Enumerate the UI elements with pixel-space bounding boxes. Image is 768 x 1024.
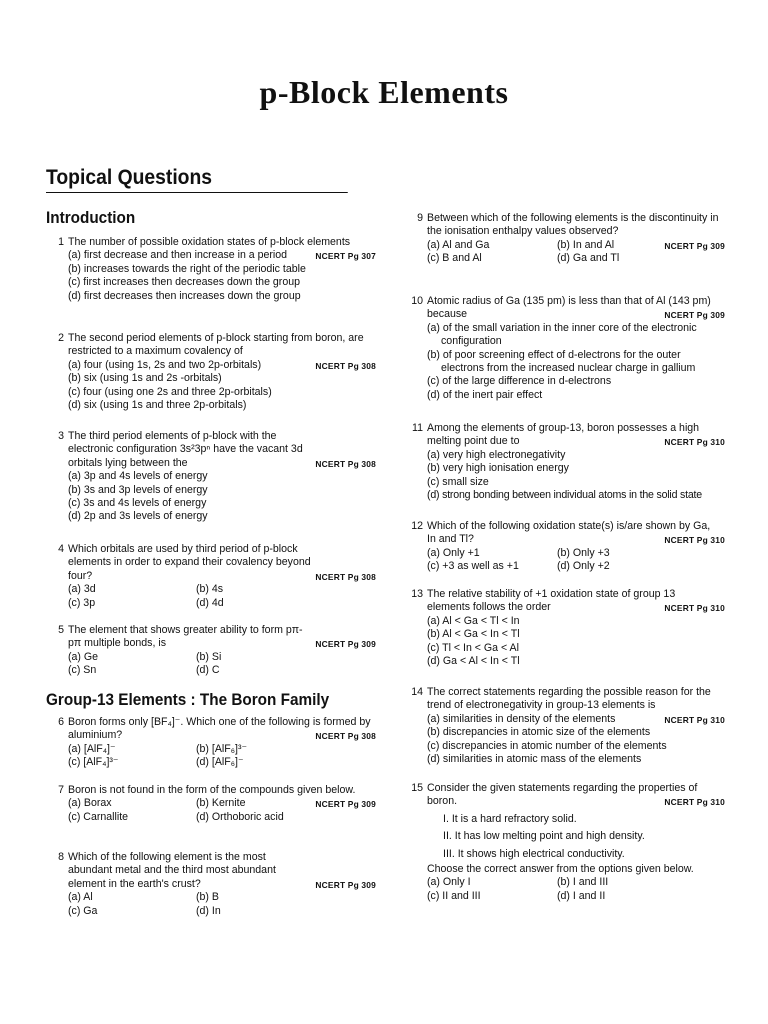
option-c: (c) [AlF₄]³⁻	[68, 756, 119, 769]
option-d: (d) first decreases then increases down the group	[68, 289, 301, 302]
option-c: (c) B and Al	[427, 252, 482, 265]
option-a: (a) Borax	[68, 797, 112, 810]
option-c: (c) Tl < In < Ga < Al	[427, 641, 519, 654]
option-a: (a) Al and Ga	[427, 238, 490, 251]
ncert-reference: NCERT Pg 309	[315, 880, 376, 890]
question-5	[46, 624, 382, 678]
question-number: 2	[58, 332, 64, 344]
option-c: (c) four (using one 2s and three 2p-orbitals)	[68, 385, 272, 398]
question-14	[405, 686, 725, 766]
ncert-reference: NCERT Pg 308	[315, 731, 376, 741]
ncert-reference: NCERT Pg 308	[315, 572, 376, 582]
question-text: The number of possible oxidation states of p-block elements	[68, 236, 351, 248]
question-6	[46, 716, 382, 770]
question-number: 14	[411, 686, 423, 698]
section-heading-introduction: Introduction	[46, 208, 136, 227]
question-number: 9	[417, 212, 423, 224]
question-text: Among the elements of group-13, boron possesses a high melting point due to	[427, 422, 700, 448]
question-1	[46, 236, 382, 303]
option-c: (c) 3s and 4s levels of energy	[68, 497, 207, 510]
option-d: (d) of the inert pair effect	[427, 388, 543, 401]
ncert-reference: NCERT Pg 310	[664, 535, 725, 545]
option-b: (b) I and III	[557, 876, 609, 889]
question-number: 5	[58, 624, 64, 636]
question-text: Consider the given statements regarding the properties of boron.	[427, 782, 698, 808]
question-2	[46, 332, 382, 412]
option-d: (d) I and II	[557, 889, 606, 902]
option-d: (d) Only +2	[557, 560, 610, 573]
option-d: (d) similarities in atomic mass of the elements	[427, 753, 642, 766]
question-number: 4	[58, 543, 64, 555]
question-number: 11	[412, 422, 423, 434]
option-c: (c) Sn	[68, 664, 97, 677]
option-a: (a) similarities in density of the elements	[427, 712, 616, 725]
question-number: 1	[58, 236, 64, 248]
statement-3: III. It shows high electrical conductivity.	[443, 847, 625, 860]
option-b: (b) increases towards the right of the periodic table	[68, 262, 306, 275]
ncert-reference: NCERT Pg 308	[315, 459, 376, 469]
option-b: (b) Si	[196, 650, 222, 663]
option-b: (b) Only +3	[557, 546, 610, 559]
option-d: (d) Ga < Al < In < Tl	[427, 655, 520, 668]
question-text: The relative stability of +1 oxidation state of group 13 elements follows the order	[427, 588, 676, 614]
ncert-reference: NCERT Pg 309	[664, 241, 725, 251]
option-c: (c) Carnallite	[68, 810, 129, 823]
option-b: (b) [AlF₆]³⁻	[196, 742, 248, 755]
option-b: (b) six (using 1s and 2s -orbitals)	[68, 372, 222, 385]
option-b: (b) discrepancies in atomic size of the elements	[427, 726, 651, 739]
option-a: (a) of the small variation in the inner core of the electronic configuration	[427, 321, 697, 348]
question-3	[46, 430, 382, 524]
option-d: (d) Ga and Tl	[557, 252, 620, 265]
question-text: The element that shows greater ability to form pπ-pπ multiple bonds, is	[68, 624, 303, 650]
option-b: (b) 4s	[196, 583, 224, 596]
option-d: (d) [AlF₆]⁻	[196, 756, 244, 769]
option-a: (a) very high electronegativity	[427, 448, 566, 461]
section-heading-group13: Group-13 Elements : The Boron Family	[46, 690, 330, 709]
question-text: The second period elements of p-block starting from boron, are restricted to a maximum covalency of	[68, 332, 364, 358]
option-c: (c) small size	[427, 475, 489, 488]
option-a: (a) four (using 1s, 2s and two 2p-orbitals)	[68, 358, 262, 371]
topical-questions-heading: Topical Questions	[46, 166, 348, 193]
page-title: p-Block Elements	[259, 74, 509, 110]
ncert-reference: NCERT Pg 308	[315, 360, 376, 371]
option-b: (b) Al < Ga < In < Tl	[427, 628, 520, 641]
option-a: (a) Only I	[427, 876, 471, 889]
question-7	[46, 784, 382, 824]
ncert-reference: NCERT Pg 309	[315, 799, 376, 809]
option-b: (b) of poor screening effect of d-electrons for the outer electrons from the increased nuclear charge in gallium	[427, 348, 696, 375]
option-b: (b) Kernite	[196, 797, 246, 810]
option-c: (c) II and III	[427, 889, 481, 902]
option-b: (b) B	[196, 891, 219, 904]
option-b: (b) In and Al	[557, 238, 615, 251]
question-12	[405, 520, 725, 574]
ncert-reference: NCERT Pg 309	[664, 310, 725, 320]
question-number: 8	[58, 851, 64, 863]
question-text: Boron forms only [BF₄]⁻. Which one of the following is formed by aluminium?	[68, 716, 371, 742]
question-10	[405, 295, 725, 402]
ncert-reference: NCERT Pg 309	[315, 639, 376, 649]
option-d: (d) 2p and 3s levels of energy	[68, 510, 208, 523]
question-text: Boron is not found in the form of the compounds given below.	[68, 784, 356, 796]
option-b: (b) very high ionisation energy	[427, 462, 569, 475]
question-number: 12	[411, 520, 423, 532]
question-text: Atomic radius of Ga (135 pm) is less than that of Al (143 pm) because	[427, 295, 711, 321]
option-a: (a) Al	[68, 891, 93, 904]
option-b: (b) 3s and 3p levels of energy	[68, 483, 208, 496]
question-8	[46, 851, 382, 918]
ncert-reference: NCERT Pg 310	[664, 797, 725, 807]
question-number: 6	[58, 716, 64, 728]
question-instruction: Choose the correct answer from the options given below.	[427, 863, 694, 876]
option-c: (c) 3p	[68, 596, 96, 609]
question-text: Between which of the following elements is the discontinuity in the ionisation enthalpy values observed?	[427, 212, 719, 238]
question-text: The correct statements regarding the possible reason for the trend of electronegativity in group-13 elements is	[427, 686, 711, 712]
option-c: (c) discrepancies in atomic number of the elements	[427, 739, 667, 752]
option-d: (d) In	[196, 904, 221, 917]
option-a: (a) 3d	[68, 583, 96, 596]
question-9	[405, 212, 725, 266]
statement-2: II. It has low melting point and high density.	[443, 830, 645, 843]
question-number: 3	[58, 430, 64, 442]
option-a: (a) [AlF₄]⁻	[68, 742, 116, 755]
question-text: The third period elements of p-block with the electronic configuration 3s²3pⁿ have the vacant 3d orbitals lying between the	[68, 430, 303, 469]
option-c: (c) +3 as well as +1	[427, 560, 519, 573]
option-d: (d) C	[196, 664, 220, 677]
question-text: Which of the following oxidation state(s) is/are shown by Ga, In and Tl?	[427, 520, 711, 546]
option-a: (a) 3p and 4s levels of energy	[68, 470, 208, 483]
question-number: 15	[411, 782, 423, 794]
question-15	[405, 782, 725, 903]
option-c: (c) of the large difference in d-electrons	[427, 375, 612, 388]
option-c: (c) first increases then decreases down the group	[68, 276, 301, 289]
question-text: Which orbitals are used by third period of p-block elements in order to expand their covalency beyond four?	[68, 543, 311, 582]
question-number: 13	[411, 588, 423, 600]
question-text: Which of the following element is the most abundant metal and the third most abundant element in the earth's crust?	[68, 851, 276, 890]
ncert-reference: NCERT Pg 310	[664, 603, 725, 613]
option-d: (d) 4d	[196, 596, 224, 609]
ncert-reference: NCERT Pg 310	[664, 437, 725, 447]
option-c: (c) Ga	[68, 904, 98, 917]
statement-1: I. It is a hard refractory solid.	[443, 812, 577, 825]
ncert-reference: NCERT Pg 310	[664, 714, 725, 725]
option-d: (d) six (using 1s and three 2p-orbitals)	[68, 399, 247, 412]
question-4	[46, 543, 382, 610]
option-a: (a) Only +1	[427, 546, 480, 559]
question-11	[405, 422, 725, 502]
question-13	[405, 588, 725, 668]
question-number: 7	[58, 784, 64, 796]
option-a: (a) Al < Ga < Tl < In	[427, 614, 520, 627]
question-number: 10	[411, 295, 423, 307]
option-a: (a) first decrease and then increase in a period	[68, 249, 288, 262]
option-d: (d) strong bonding between individual atoms in the solid state	[427, 489, 702, 502]
option-d: (d) Orthoboric acid	[196, 810, 284, 823]
option-a: (a) Ge	[68, 650, 99, 663]
ncert-reference: NCERT Pg 307	[315, 251, 376, 261]
